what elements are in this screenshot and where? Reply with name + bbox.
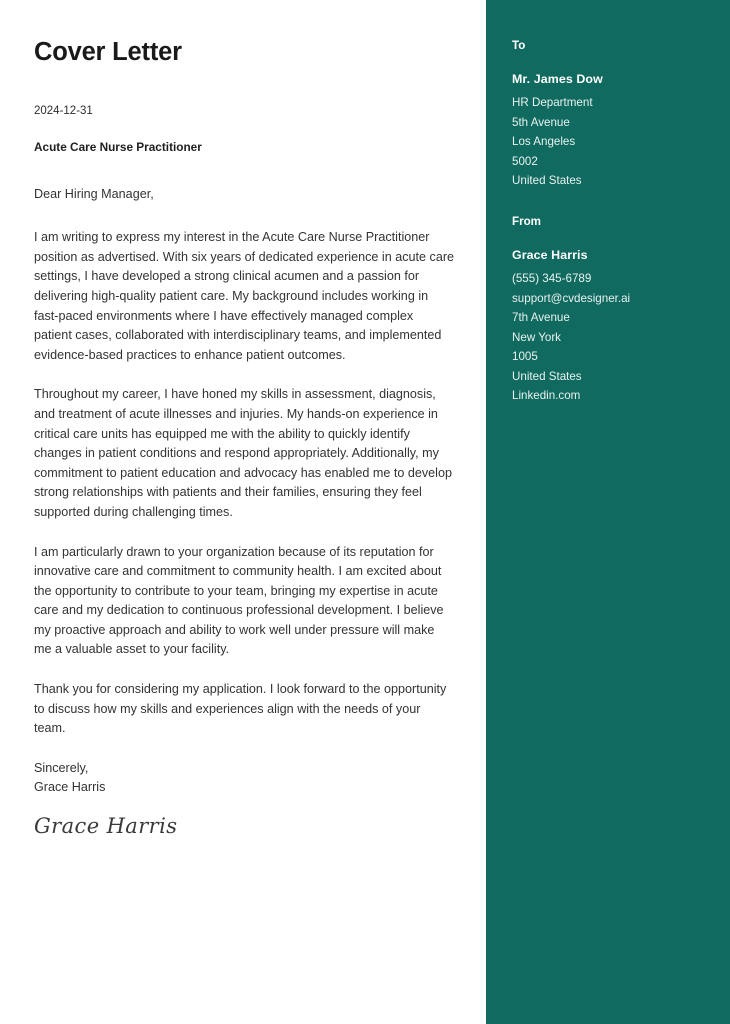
signature: Grace Harris: [34, 814, 178, 839]
contact-sidebar: [486, 0, 730, 1024]
body-paragraph: I am particularly drawn to your organization because of its reputation for innovative care and commitment to community health. I am excited about the opportunity to contribute to your team, bringing my expertise in acute care and my dedication to continuous professional development. I believe my proactive approach and ability to work well under pressure will make me a valuable asset to your facility.: [34, 544, 444, 657]
sender-phone[interactable]: (555) 345-6789: [512, 272, 592, 286]
recipient-line: HR Department: [512, 96, 593, 110]
from-heading: From: [512, 214, 541, 228]
sender-block: [512, 214, 710, 406]
job-title: Acute Care Nurse Practitioner: [34, 139, 202, 154]
sender-linkedin[interactable]: Linkedin.com: [512, 389, 581, 403]
recipient-line: 5002: [512, 154, 538, 168]
closing-name: Grace Harris: [34, 780, 106, 795]
sender-line: United States: [512, 369, 582, 383]
sender-line: 1005: [512, 350, 538, 364]
sender-name: Grace Harris: [512, 247, 588, 262]
to-heading: To: [512, 39, 526, 52]
recipient-line: United States: [512, 174, 582, 188]
closing-phrase: Sincerely,: [34, 760, 89, 775]
recipient-block: [512, 38, 710, 191]
sender-line: New York: [512, 330, 561, 344]
body-paragraph: Thank you for considering my application. I look forward to the opportunity to discuss how my skills and experiences align with the needs of your team.: [34, 682, 447, 736]
body-paragraph: I am writing to express my interest in the Acute Care Nurse Practitioner position as advertised. With six years of dedicated experience in acute care settings, I have developed a strong clinical acumen and a passion for delivering high-quality patient care. My background includes working in fast-paced environments where I have effectively managed complex patient cases, collaborated with interdisciplinary teams, and implemented evidence-based practices to enhance patient outcomes.: [34, 230, 455, 362]
sender-email[interactable]: support@cvdesigner.ai: [512, 291, 631, 305]
sidebar-divider-space: [512, 191, 710, 214]
recipient-name: Mr. James Dow: [512, 72, 603, 87]
recipient-line: Los Angeles: [512, 135, 576, 149]
closing-block: [34, 759, 454, 798]
salutation: Dear Hiring Manager,: [34, 187, 154, 202]
page-title: Cover Letter: [34, 38, 182, 66]
recipient-line: 5th Avenue: [512, 115, 570, 129]
sender-line: 7th Avenue: [512, 311, 570, 325]
body-paragraph: Throughout my career, I have honed my skills in assessment, diagnosis, and treatment of acute illnesses and injuries. My hands-on experience in critical care units has equipped me with the ability to quickly identify changes in patient conditions and respond appropriately. Additionally, my commitment to patient education and advocacy has enabled me to develop strong relationships with patients and their families, ensuring they feel supported during challenging times.: [34, 387, 452, 519]
letter-date: 2024-12-31: [34, 105, 93, 118]
